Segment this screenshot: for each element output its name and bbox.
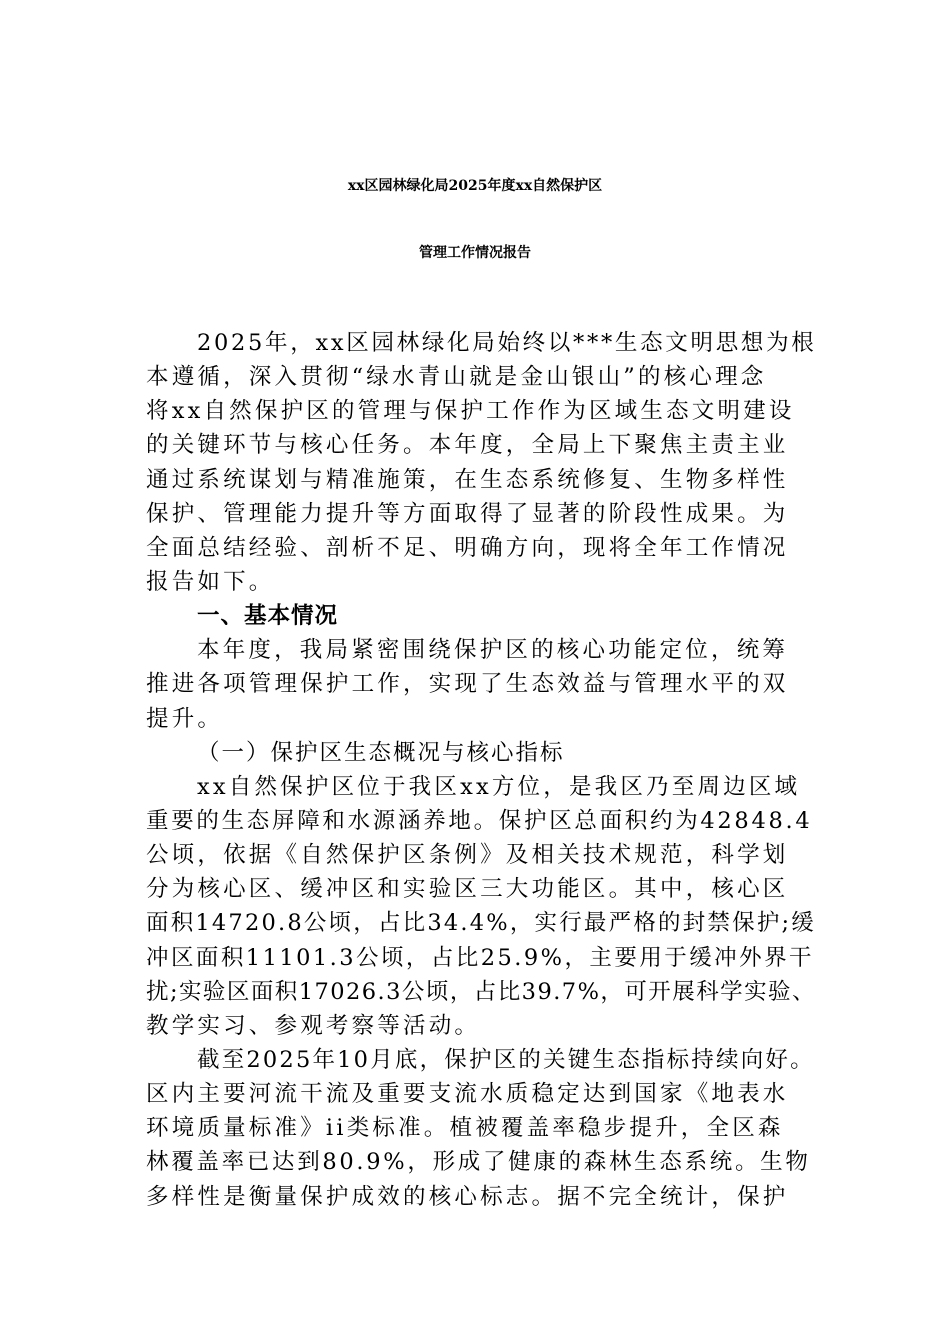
body-line: 报告如下。 bbox=[146, 568, 275, 595]
body-line: 扰;实验区面积17026.3公顷，占比39.7%，可开展科学实验、 bbox=[146, 978, 816, 1005]
body-line: 的关键环节与核心任务。本年度，全局上下聚焦主责主业 bbox=[146, 432, 789, 459]
body-line: 本遵循，深入贯彻“绿水青山就是金山银山”的核心理念 bbox=[146, 364, 767, 391]
body-line: 通过系统谋划与精准施策，在生态系统修复、生物多样性 bbox=[146, 466, 789, 493]
document-title-line1: xx区园林绿化局2025年度xx自然保护区 bbox=[347, 178, 603, 194]
body-line: 分为核心区、缓冲区和实验区三大功能区。其中，核心区 bbox=[146, 876, 789, 903]
body-line: 区内主要河流干流及重要支流水质稳定达到国家《地表水 bbox=[146, 1081, 789, 1108]
body-line: 保护、管理能力提升等方面取得了显著的阶段性成果。为 bbox=[146, 500, 789, 527]
body-line: 推进各项管理保护工作，实现了生态效益与管理水平的双 bbox=[146, 671, 789, 698]
body-line: 多样性是衡量保护成效的核心标志。据不完全统计，保护 bbox=[146, 1183, 789, 1210]
document-body bbox=[146, 326, 816, 1214]
body-line: 全面总结经验、剖析不足、明确方向，现将全年工作情况 bbox=[146, 534, 789, 561]
body-line: 本年度，我局紧密围绕保护区的核心功能定位，统筹 bbox=[197, 637, 789, 664]
body-line: 教学实习、参观考察等活动。 bbox=[146, 1012, 481, 1039]
subsection-heading-ecology-overview: （一）保护区生态概况与核心指标 bbox=[197, 739, 565, 766]
document-title-line2: 管理工作情况报告 bbox=[419, 245, 531, 261]
body-line: 将xx自然保护区的管理与保护工作作为区域生态文明建设 bbox=[146, 398, 795, 425]
body-line: xx自然保护区位于我区xx方位，是我区乃至周边区域 bbox=[197, 773, 801, 800]
section-heading-basic-situation: 一、基本情况 bbox=[197, 603, 339, 630]
body-line: 面积14720.8公顷，占比34.4%，实行最严格的封禁保护;缓 bbox=[146, 910, 817, 937]
body-line: 提升。 bbox=[146, 705, 224, 732]
body-line: 2025年，xx区园林绿化局始终以***生态文明思想为根 bbox=[197, 330, 817, 356]
body-line: 截至2025年10月底，保护区的关键生态指标持续向好。 bbox=[197, 1046, 815, 1073]
body-line: 冲区面积11101.3公顷，占比25.9%，主要用于缓冲外界干 bbox=[146, 944, 814, 971]
body-line: 重要的生态屏障和水源涵养地。保护区总面积约为42848.4 bbox=[146, 807, 813, 834]
body-line: 公顷，依据《自然保护区条例》及相关技术规范，科学划 bbox=[146, 842, 789, 869]
body-line: 环境质量标准》ii类标准。植被覆盖率稳步提升，全区森 bbox=[146, 1115, 784, 1142]
body-line: 林覆盖率已达到80.9%，形成了健康的森林生态系统。生物 bbox=[146, 1149, 811, 1176]
